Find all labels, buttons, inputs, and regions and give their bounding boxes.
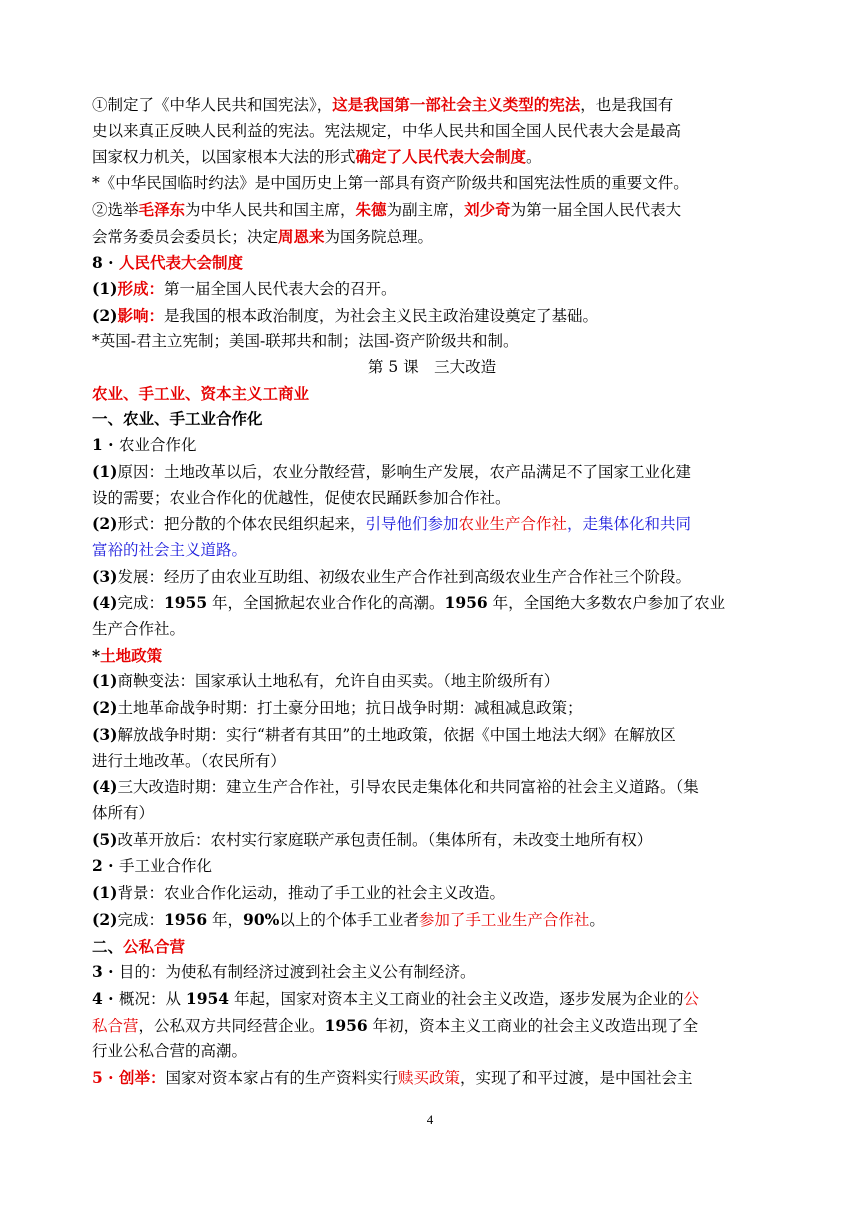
text-segment: (3) — [92, 566, 118, 586]
text-line — [92, 432, 772, 459]
text-segment: 是我国的根本政治制度，为社会主义民主政治建设奠定了基础。 — [163, 306, 598, 325]
text-line — [92, 617, 772, 643]
text-segment: 二、 — [92, 936, 124, 956]
text-segment: 设的需要；农业合作化的优越性，促使农民踊跃参加合作社。 — [92, 488, 511, 507]
text-line — [92, 119, 772, 145]
text-line — [92, 722, 772, 749]
text-segment: 周恩来 — [278, 226, 325, 246]
text-line — [92, 880, 772, 907]
text-line — [92, 668, 772, 695]
text-segment: 原因：土地改革以后，农业分散经营，影响生产发展，农产品满足不了国家工业化建 — [117, 462, 691, 481]
text-segment: 改革开放后：农村实行家庭联产承包责任制。（集体所有，未改变土地所有权） — [117, 830, 653, 849]
text-line — [92, 171, 772, 197]
text-line — [92, 564, 772, 591]
text-segment: ，也是我国有 — [580, 96, 674, 114]
text-segment: 这是我国第一部社会主义类型的宪法 — [332, 95, 581, 114]
text-segment: 为第一届全国人民代表大 — [510, 200, 682, 219]
text-segment: 一、农业、手工业合作化 — [92, 409, 263, 429]
text-line — [92, 329, 772, 355]
text-segment: 目的：为使私有制经济过渡到社会主义公有制经济。 — [118, 963, 476, 982]
text-segment: 完成： — [117, 910, 164, 929]
text-segment: 1954 — [185, 988, 230, 1008]
text-segment: ，走集体化和共同 — [567, 515, 692, 534]
text-segment: (1) — [92, 461, 118, 481]
text-segment: 公私合营 — [123, 936, 186, 956]
text-segment: 发展：经历了由农业互助组、初级农业生产合作社到高级农业生产合作社三个阶段。 — [117, 567, 691, 586]
text-segment: 形式：把分散的个体农民组织起来， — [117, 515, 366, 534]
text-line — [92, 355, 772, 381]
text-segment: (2) — [92, 698, 118, 718]
text-segment: 第 5 课 三大改造 — [367, 358, 497, 377]
text-segment: 为副主席， — [386, 200, 465, 219]
text-segment: (1) — [92, 671, 118, 691]
text-line — [92, 643, 772, 669]
text-line — [92, 406, 772, 432]
text-line — [92, 1013, 772, 1040]
text-segment: 。 — [589, 910, 605, 929]
text-segment: (1) — [92, 883, 118, 903]
text-segment: 为国务院总理。 — [324, 227, 434, 246]
text-segment: 形成： — [117, 278, 164, 298]
text-segment: 90% — [243, 909, 280, 929]
text-segment: 1956 — [444, 593, 488, 613]
text-segment: ①制定了《中华人民共和国宪法》， — [92, 96, 333, 114]
text-line — [92, 774, 772, 801]
text-segment: 公 — [683, 989, 700, 1008]
text-segment: 年，全国掀起农业合作化的高潮。 — [207, 594, 445, 613]
text-segment: 手工业合作化 — [118, 857, 212, 876]
text-segment: 8 · — [92, 253, 119, 273]
text-line — [92, 144, 772, 171]
text-segment: 年， — [207, 910, 244, 929]
text-line — [92, 827, 772, 854]
text-line — [92, 381, 772, 407]
document-body — [92, 92, 772, 1092]
text-segment: 解放战争时期：实行“耕者有其田”的土地政策，依据《中国土地法大纲》在解放区 — [117, 725, 676, 744]
text-segment: 4 · — [92, 988, 119, 1008]
text-segment: 。 — [526, 148, 542, 167]
page-number: 4 — [426, 1112, 434, 1127]
text-segment: 1955 — [163, 593, 208, 613]
text-segment: 2 · — [92, 856, 119, 876]
text-segment: 国家对资本家占有的生产资料实行 — [165, 1069, 398, 1088]
text-segment: 土地政策 — [100, 645, 163, 665]
text-segment: 土地革命战争时期：打土豪分田地；抗日战争时期：减租减息政策； — [117, 699, 583, 718]
text-segment: 影响： — [117, 305, 164, 325]
text-segment: (5) — [92, 829, 118, 849]
text-line — [92, 486, 772, 512]
text-segment: 1 · — [92, 435, 119, 455]
text-segment: 以上的个体手工业者 — [279, 910, 419, 929]
text-segment: *《中华民国临时约法》是中国历史上第一部具有资产阶级共和国宪法性质的重要文件。 — [92, 174, 689, 193]
text-segment: ，公私双方共同经营企业。 — [138, 1016, 325, 1035]
text-segment: 行业公私合营的高潮。 — [92, 1042, 248, 1061]
text-segment: 三大改造时期：建立生产合作社，引导农民走集体化和共同富裕的社会主义道路。（集 — [117, 778, 699, 797]
text-segment: 商鞅变法：国家承认土地私有，允许自由买卖。（地主阶级所有） — [117, 672, 560, 691]
text-segment: 赎买政策 — [398, 1069, 461, 1088]
text-line — [92, 538, 772, 564]
text-line — [92, 986, 772, 1013]
text-segment: 1956 — [324, 1015, 368, 1035]
text-segment: 年，全国绝大多数农户参加了农业 — [487, 594, 726, 613]
text-segment: 农业合作化 — [118, 436, 197, 455]
text-segment: 会常务委员会委员长；决定 — [92, 227, 279, 246]
text-line — [92, 1039, 772, 1065]
text-segment: *英国-君主立宪制；美国-联邦共和制；法国-资产阶级共和制。 — [92, 332, 519, 351]
text-line — [92, 853, 772, 880]
text-segment: (2) — [92, 909, 118, 929]
text-segment: 人民代表大会制度 — [118, 253, 243, 273]
text-segment: 体所有） — [92, 803, 155, 822]
text-line — [92, 934, 772, 960]
text-segment: 毛泽东 — [138, 199, 186, 219]
text-segment: 1956 — [163, 909, 208, 929]
text-segment: (1) — [92, 278, 118, 298]
text-segment: 年初，资本主义工商业的社会主义改造出现了全 — [367, 1016, 699, 1035]
text-line — [92, 276, 772, 303]
text-line — [92, 92, 772, 119]
text-line — [92, 303, 772, 330]
text-segment: 第一届全国人民代表大会的召开。 — [163, 279, 397, 298]
text-line — [92, 749, 772, 775]
text-segment: 5 · 创举： — [92, 1068, 166, 1088]
text-segment: 参加了手工业生产合作社 — [418, 910, 590, 929]
text-segment: 农业、手工业、资本主义工商业 — [92, 383, 310, 403]
text-segment: 完成： — [117, 594, 164, 613]
text-line — [92, 801, 772, 827]
text-segment: 国家权力机关，以国家根本大法的形式 — [92, 148, 356, 167]
text-segment: ②选举 — [92, 200, 139, 219]
text-segment: 史以来真正反映人民利益的宪法。宪法规定，中华人民共和国全国人民代表大会是最高 — [92, 121, 682, 140]
text-segment: ，实现了和平过渡，是中国社会主 — [460, 1069, 693, 1088]
text-segment: (4) — [92, 593, 118, 613]
text-line — [92, 959, 772, 986]
text-segment: 引导他们参加 — [365, 515, 459, 534]
text-line — [92, 907, 772, 934]
text-segment: 年起，国家对资本主义工商业的社会主义改造，逐步发展为企业的 — [229, 989, 684, 1008]
text-line — [92, 511, 772, 538]
text-segment: (4) — [92, 777, 118, 797]
text-line — [92, 224, 772, 251]
text-segment: * — [92, 645, 101, 665]
text-segment: 进行土地改革。（农民所有） — [92, 751, 286, 770]
text-line — [92, 459, 772, 486]
text-line — [92, 1065, 772, 1092]
text-segment: 3 · — [92, 962, 119, 982]
text-segment: (2) — [92, 514, 118, 534]
text-segment: 概况：从 — [118, 989, 186, 1008]
text-segment: 生产合作社。 — [92, 620, 186, 639]
text-segment: 朱德 — [355, 199, 387, 219]
text-segment: (2) — [92, 305, 118, 325]
text-line — [92, 695, 772, 722]
text-segment: 农业生产合作社 — [458, 515, 567, 534]
text-line — [92, 197, 772, 224]
text-line — [92, 250, 772, 276]
text-segment: 刘少奇 — [464, 199, 511, 219]
text-line — [92, 590, 772, 617]
text-segment: 私合营 — [92, 1016, 139, 1035]
text-segment: (3) — [92, 724, 118, 744]
text-segment: 确定了人民代表大会制度 — [355, 147, 527, 167]
text-segment: 背景：农业合作化运动，推动了手工业的社会主义改造。 — [117, 884, 505, 903]
text-segment: 富裕的社会主义道路。 — [92, 540, 248, 559]
text-segment: 为中华人民共和国主席， — [185, 200, 356, 219]
